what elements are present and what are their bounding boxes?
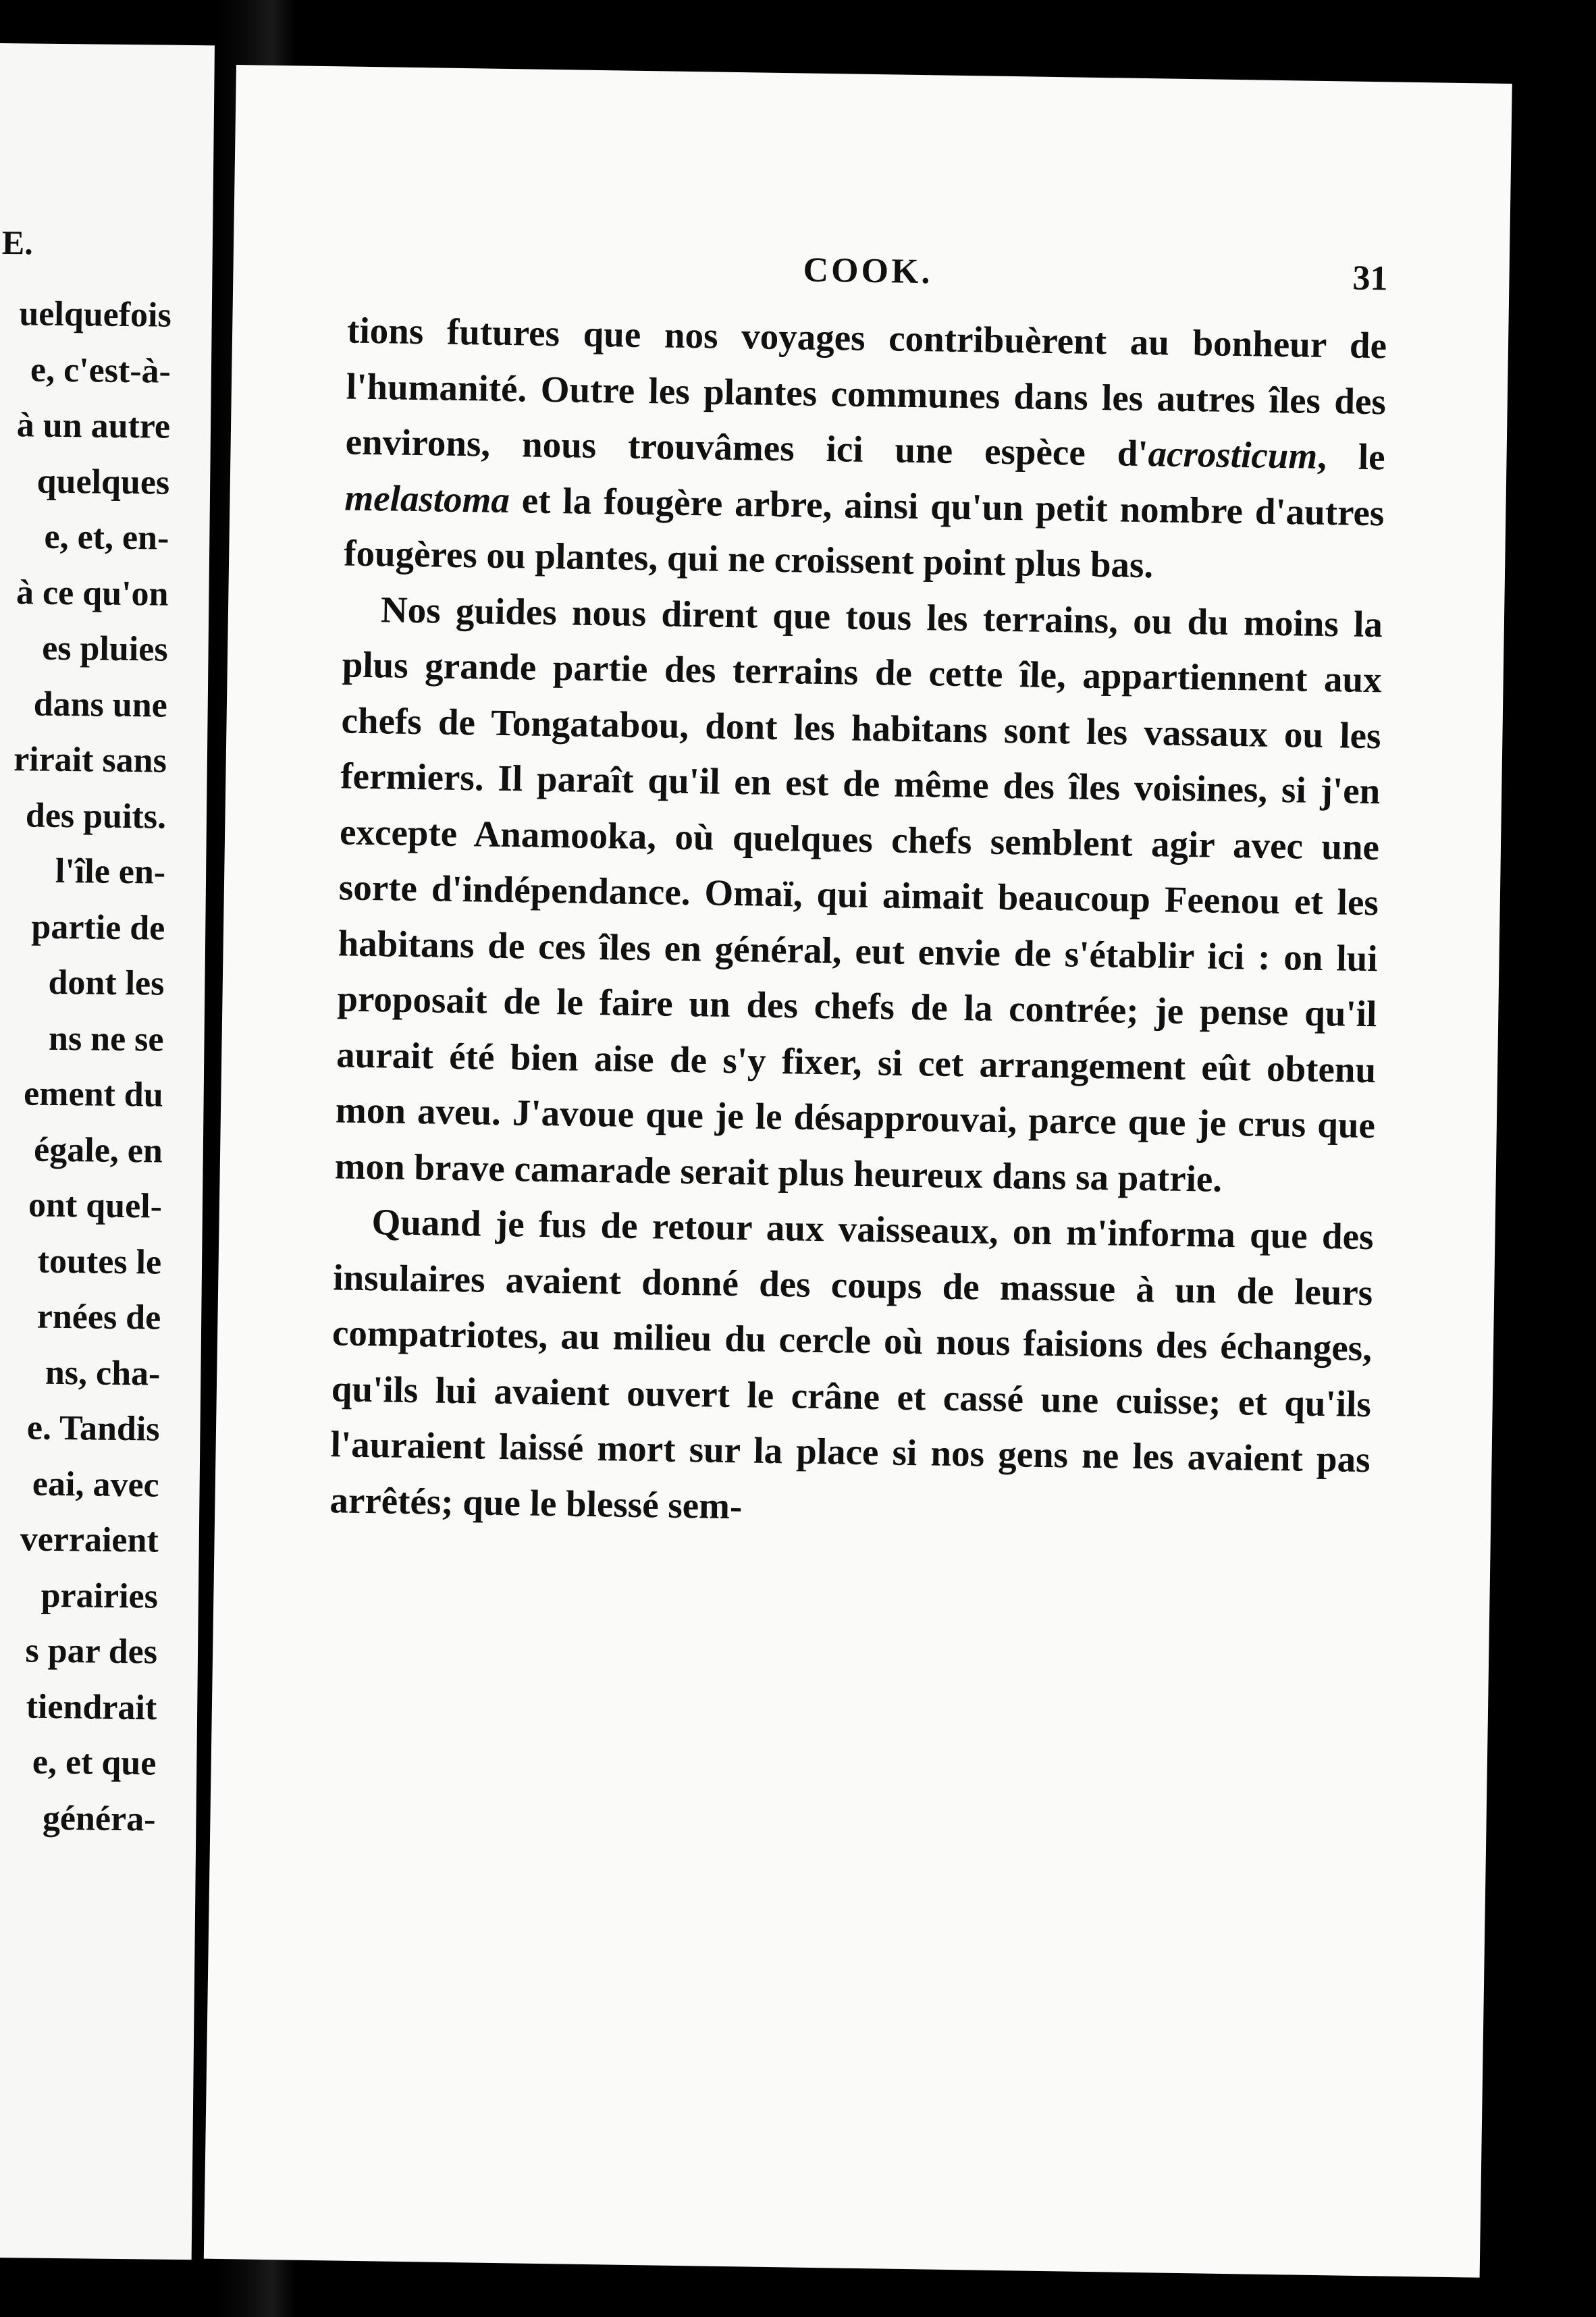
right-page-edge — [1512, 0, 1596, 2317]
main-page — [204, 65, 1512, 2278]
paragraph-1-italic-term-2: melastoma — [344, 476, 510, 521]
left-page-line: à ce qu'on — [16, 572, 169, 614]
paragraph-1-text-a: tions futures que nos voyages contribuèrent au bonheur de l'humanité. Outre les plantes communes dans les autres îles des environs, nous trouvâmes ici une espèce d' — [345, 309, 1387, 475]
running-title: COOK. — [803, 250, 933, 292]
left-page-line: ement du — [23, 1074, 163, 1115]
left-page-line: s par des — [25, 1631, 158, 1672]
paragraph-2: Nos guides nous dirent que tous les terrains, ou du moins la plus grande partie des terrains de cette île, appartiennent aux chefs de Tongatabou, dont les habitans sont les vassaux ou les fermiers. Il paraît qu'il en est de même des îles voisines, si j'en excepte Anamooka, où quelques chefs semblent agir avec une sorte d'indépendance. Omaï, qui aimait beaucoup Feenou et les habitans de ces îles en général, eut envie de s'établir ici : on lui proposait de le faire un des chefs de la contrée; je pense qu'il aurait été bien aise de s'y fixer, si cet arrangement eût obtenu mon aveu. J'avoue que je le désapprouvai, parce que je crus que mon brave camarade serait plus heureux dans sa patrie. — [334, 588, 1383, 1200]
left-page-line: tiendrait — [26, 1687, 157, 1728]
left-page-line: quelques — [36, 462, 170, 502]
left-page-line: généra- — [42, 1799, 156, 1839]
left-page-line: prairies — [41, 1576, 159, 1616]
left-page-line: e, c'est-à- — [30, 350, 171, 391]
paragraph-1-text-c: et la fougère arbre, ainsi qu'un petit nombre d'autres fougères ou plantes, qui ne croissent point plus bas. — [343, 479, 1385, 586]
left-page-line: l'île en- — [55, 851, 166, 892]
paragraph-1-italic-term-1: acrosticum — [1148, 433, 1318, 477]
page-number: 31 — [1352, 259, 1388, 298]
left-page-line: à un autre — [16, 406, 171, 446]
left-page-text — [0, 284, 171, 1847]
left-page-line: ns ne se — [48, 1019, 164, 1059]
left-page-line: verraient — [20, 1520, 159, 1560]
left-page-header: E. — [1, 223, 34, 262]
running-head — [348, 243, 1388, 306]
left-page-line: es pluies — [41, 629, 168, 669]
left-page-line: dont les — [48, 963, 165, 1003]
left-page-line: rirait sans — [13, 740, 167, 780]
paragraph-1 — [344, 302, 1387, 596]
paragraph-3: Quand je fus de retour aux vaisseaux, on m'informa que des insulaires avaient donné des coups de massue à un de leurs compatriotes, au milieu du cercle où nous faisions des échanges, qu'ils lui avaient ouvert le crâne et cassé une cuisse; et qu'ils l'auraient laissé mort sur la place si nos gens ne les avaient pas arrêtés; que le blessé sem- — [329, 1201, 1374, 1526]
left-page-line: égale, en — [33, 1130, 163, 1171]
left-page-line: rnées de — [36, 1297, 161, 1337]
left-page-line: e, et que — [32, 1742, 157, 1783]
left-page-line: ont quel- — [28, 1186, 163, 1226]
left-page-line: e. Tandis — [26, 1408, 160, 1449]
left-page-line: dans une — [33, 685, 168, 725]
left-page-line: eai, avec — [32, 1464, 159, 1505]
paragraph-1-text-b: , le — [1316, 435, 1386, 478]
left-page-line: toutes le — [37, 1242, 162, 1282]
left-page-line: des puits. — [25, 795, 167, 836]
body-text — [329, 302, 1387, 1543]
left-page-line: uelquefois — [19, 294, 172, 335]
left-page-fragment — [0, 43, 215, 2260]
left-page-line: partie de — [31, 907, 165, 948]
left-page-line: ns, cha- — [45, 1353, 161, 1393]
left-page-line: e, et, en- — [44, 517, 169, 558]
